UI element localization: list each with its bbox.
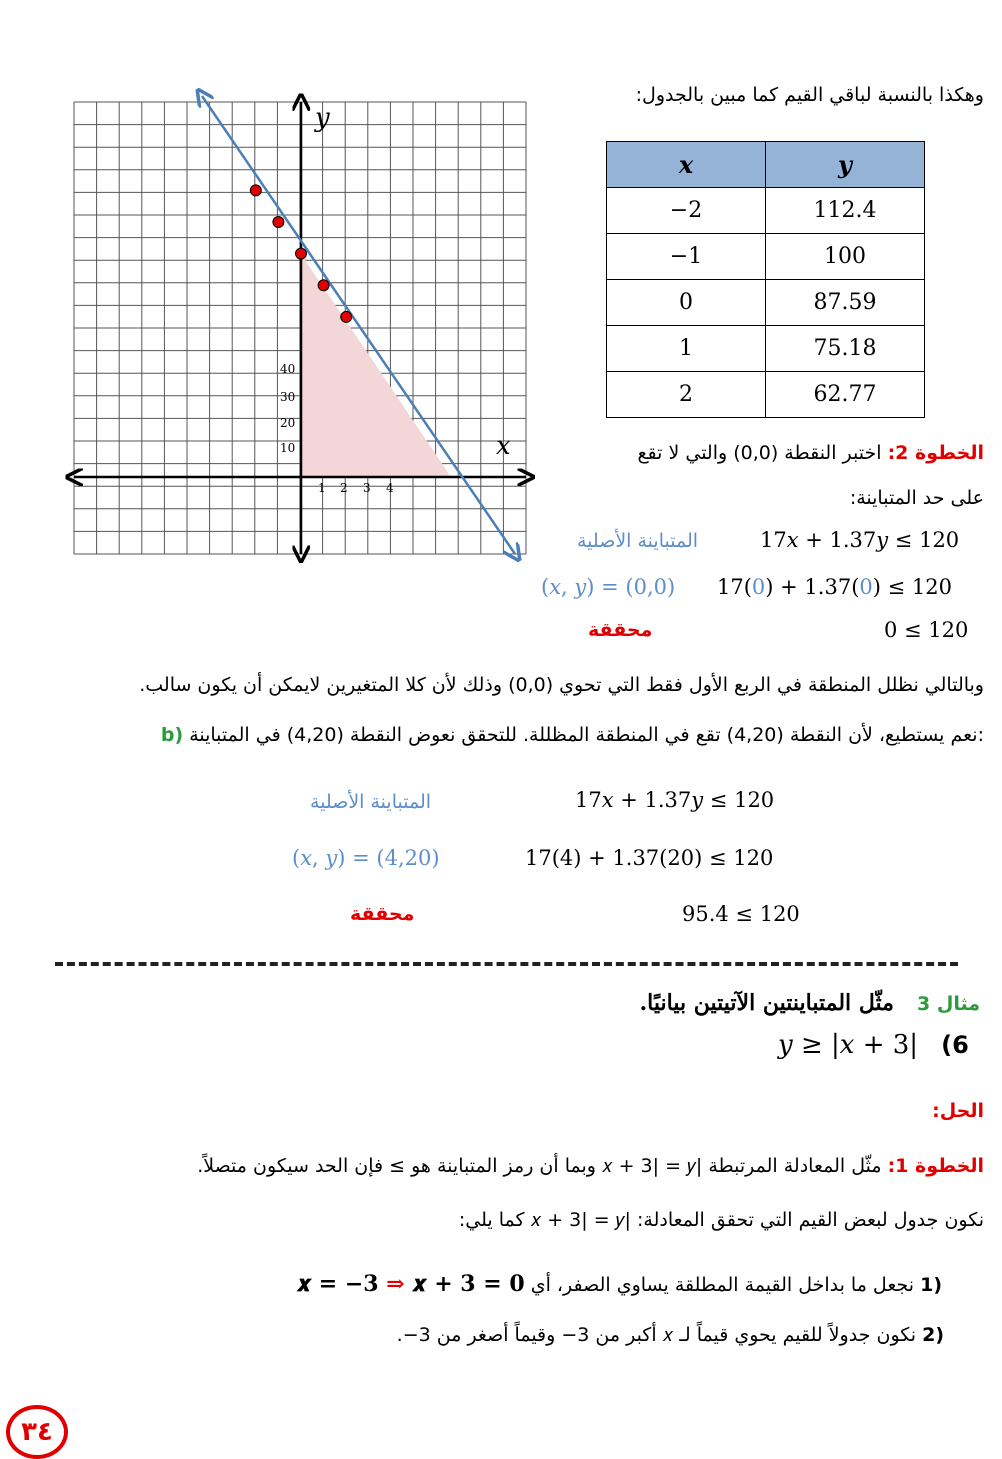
y-tick-label: 10 [280, 441, 296, 455]
step2-text2: على حد المتباينة: [849, 487, 984, 509]
part-b-text: نعم يستطيع، لأن النقطة (4,20) تقع في المنطقة المظللة. للتحقق نعوض النقطة (4,20) في المتباينة: [189, 724, 984, 746]
check2-ineq3: 95.4 ≤ 120 [682, 902, 800, 926]
check2-ineq2: 17(4) + 1.37(20) ≤ 120 [525, 846, 774, 870]
check1-ineq3: 0 ≤ 120 [884, 618, 969, 642]
y-tick-label: 20 [280, 416, 296, 430]
x-axis-label: x [496, 431, 511, 461]
y-tick-label: 30 [280, 390, 296, 404]
page-number-badge [6, 1405, 68, 1459]
check1-note1: المتباينة الأصلية [577, 530, 699, 552]
table-row: −2 112.4 [607, 188, 925, 234]
values-table [606, 141, 925, 418]
step2-line [637, 442, 984, 464]
page-number: ٣٤ [21, 1417, 53, 1447]
x-tick-label: 2 [340, 481, 348, 495]
item1-num: 1) [920, 1274, 942, 1296]
step1-text: مثّل المعادلة المرتبطة |𝑥 + 3| = 𝑦 وبما أن رمز المتباينة هو ≥ فإن الحد سيكون متصلاً. [197, 1155, 882, 1177]
example3-inequality: 𝑦 ≥ |𝑥 + 3| [778, 1030, 919, 1060]
check1-note2: (𝑥, 𝑦) = (0,0) [541, 575, 676, 599]
x-tick-label: 3 [363, 481, 371, 495]
table-intro-text: نكون جدول لبعض القيم التي تحقق المعادلة: |𝑥 + 3| = 𝑦 كما يلي: [458, 1209, 984, 1231]
solution-label: الحل: [932, 1100, 984, 1122]
table-header: y [766, 142, 925, 188]
example3-line [640, 990, 981, 1016]
x-tick-label: 1 [318, 481, 326, 495]
y-tick-label: 40 [280, 362, 296, 376]
check1-ineq2: 17(0) + 1.37(0) ≤ 120 [717, 575, 952, 599]
data-point [250, 185, 261, 196]
example3-title: مثّل المتباينتين الآتيتين بيانيًا. [639, 990, 894, 1016]
check2-ineq1: 17𝑥 + 1.37𝑦 ≤ 120 [575, 788, 775, 812]
data-point [273, 217, 284, 228]
example3-label: مثال 3 [917, 993, 980, 1015]
item1-math-b: 𝒙 = −𝟑 [296, 1271, 379, 1297]
example3-number: (6 [941, 1031, 969, 1059]
item2-num: 2) [922, 1324, 944, 1346]
inequality-graph [60, 88, 540, 570]
check2-note1: المتباينة الأصلية [310, 791, 432, 813]
item1-arrow: ⇒ [386, 1271, 405, 1297]
data-point [318, 280, 329, 291]
data-point [296, 248, 307, 259]
example3-inequality-line [778, 1030, 969, 1060]
item2-line [397, 1324, 944, 1346]
data-point [341, 311, 352, 322]
y-axis-label: y [315, 103, 330, 133]
part-b-marker: b) [160, 724, 184, 746]
table-row: 1 75.18 [607, 326, 925, 372]
step1-label: الخطوة 1: [887, 1155, 984, 1177]
table-header: x [607, 142, 766, 188]
x-tick-label: 4 [386, 481, 394, 495]
check1-ineq1: 17𝑥 + 1.37𝑦 ≤ 120 [760, 528, 960, 552]
step1-line [197, 1155, 984, 1177]
item2-text: نكون جدولاً للقيم يحوي قيماً لـ 𝑥 أكبر من 3− وقيماً أصغر من 3−. [396, 1324, 917, 1346]
check2-note3: محققة [350, 903, 415, 925]
intro-text: وهكذا بالنسبة لباقي القيم كما مبين بالجدول: [635, 84, 984, 106]
boundary-line [202, 96, 515, 554]
step2-text: اختبر النقطة (0,0) والتي لا تقع [637, 442, 882, 464]
item1-line [297, 1271, 942, 1297]
part-b-line [161, 724, 984, 746]
item1-text: نجعل ما بداخل القيمة المطلقة يساوي الصفر، أي [530, 1274, 915, 1296]
item1-math-a: 𝒙 + 𝟑 = 𝟎 [412, 1271, 525, 1297]
table-row: 2 62.77 [607, 372, 925, 418]
section-divider [55, 962, 958, 966]
step2-label: الخطوة 2: [887, 442, 984, 464]
check1-note3: محققة [588, 619, 653, 641]
table-row: 0 87.59 [607, 280, 925, 326]
conclusion-text: وبالتالي نظلل المنطقة في الربع الأول فقط التي تحوي (0,0) وذلك لأن كلا المتغيرين لايمكن أن يكون سالب. [139, 674, 984, 696]
check2-note2: (𝑥, 𝑦) = (4,20) [292, 846, 440, 870]
table-row: −1 100 [607, 234, 925, 280]
